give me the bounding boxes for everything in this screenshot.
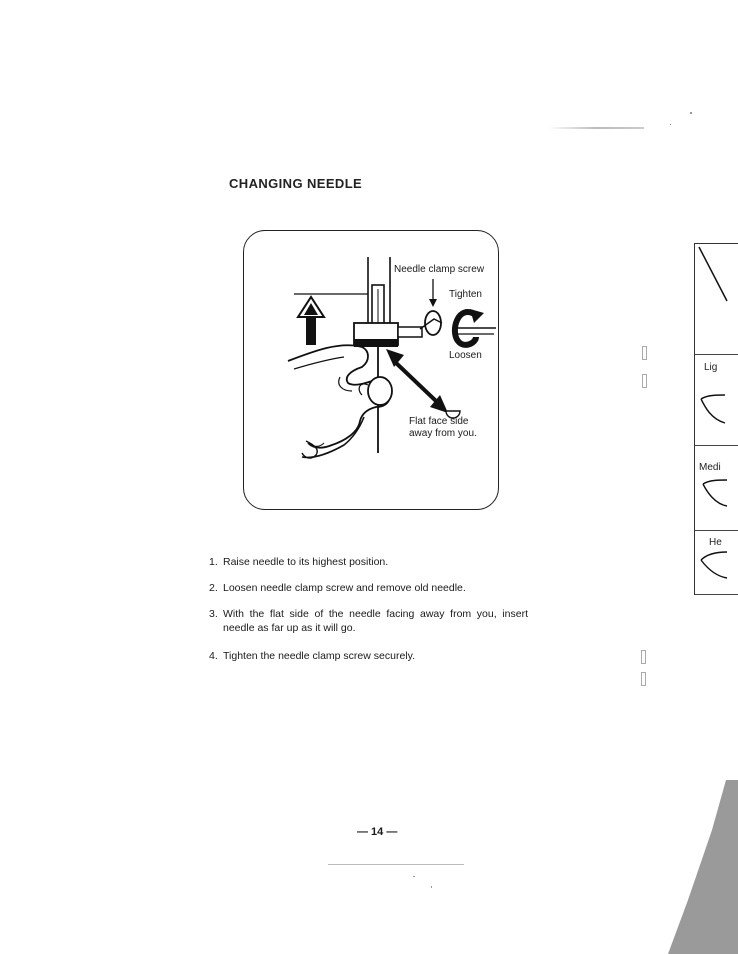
adjacent-label-heavy: He [709, 537, 722, 548]
binding-mark [641, 672, 646, 686]
scan-speck [690, 112, 692, 114]
scan-speck [670, 124, 671, 125]
label-tighten: Tighten [449, 289, 482, 300]
step-number: 3. [209, 608, 218, 620]
adjacent-presser-foot-1 [697, 393, 737, 433]
insert-direction-arrow [394, 361, 436, 401]
binding-mark [642, 374, 647, 388]
adjacent-label-medium: Medi [699, 462, 721, 473]
page-number: — 14 — [357, 826, 398, 838]
needle-illustration-frame [243, 230, 499, 510]
scan-artifact [328, 864, 464, 865]
list-item [209, 649, 415, 663]
scan-shadow [668, 780, 738, 954]
step-text: Raise needle to its highest position. [223, 556, 389, 568]
binding-mark [642, 346, 647, 360]
step-text: Tighten the needle clamp screw securely. [223, 650, 416, 662]
adjacent-diagram-line [695, 245, 738, 305]
label-flat-face-line2: away from you. [409, 428, 477, 439]
adjacent-presser-foot-2 [697, 478, 737, 518]
scan-artifact [548, 127, 644, 129]
step-number: 4. [209, 650, 218, 662]
step-text: With the flat side of the needle facing away from you, insert needle as far up as it will go. [223, 608, 528, 634]
adjacent-presser-foot-3 [697, 548, 737, 588]
scan-speck [431, 886, 432, 888]
clamp-screw-shaft [398, 327, 422, 337]
label-flat-face-line1: Flat face side [409, 416, 469, 427]
label-needle-clamp-screw: Needle clamp screw [394, 264, 485, 275]
list-item [209, 555, 388, 569]
adjacent-label-light: Lig [704, 362, 718, 373]
label-loosen: Loosen [449, 350, 482, 361]
binding-mark [641, 650, 646, 664]
raise-arrow-icon [306, 315, 316, 345]
step-number: 1. [209, 556, 218, 568]
tighten-arrow-icon [429, 299, 437, 307]
step-text: Loosen needle clamp screw and remove old needle. [223, 582, 466, 594]
thumb [368, 377, 392, 405]
list-item [209, 607, 528, 635]
scan-speck [413, 876, 415, 877]
page-title: CHANGING NEEDLE [229, 176, 363, 191]
list-item [209, 581, 466, 595]
step-number: 2. [209, 582, 218, 594]
